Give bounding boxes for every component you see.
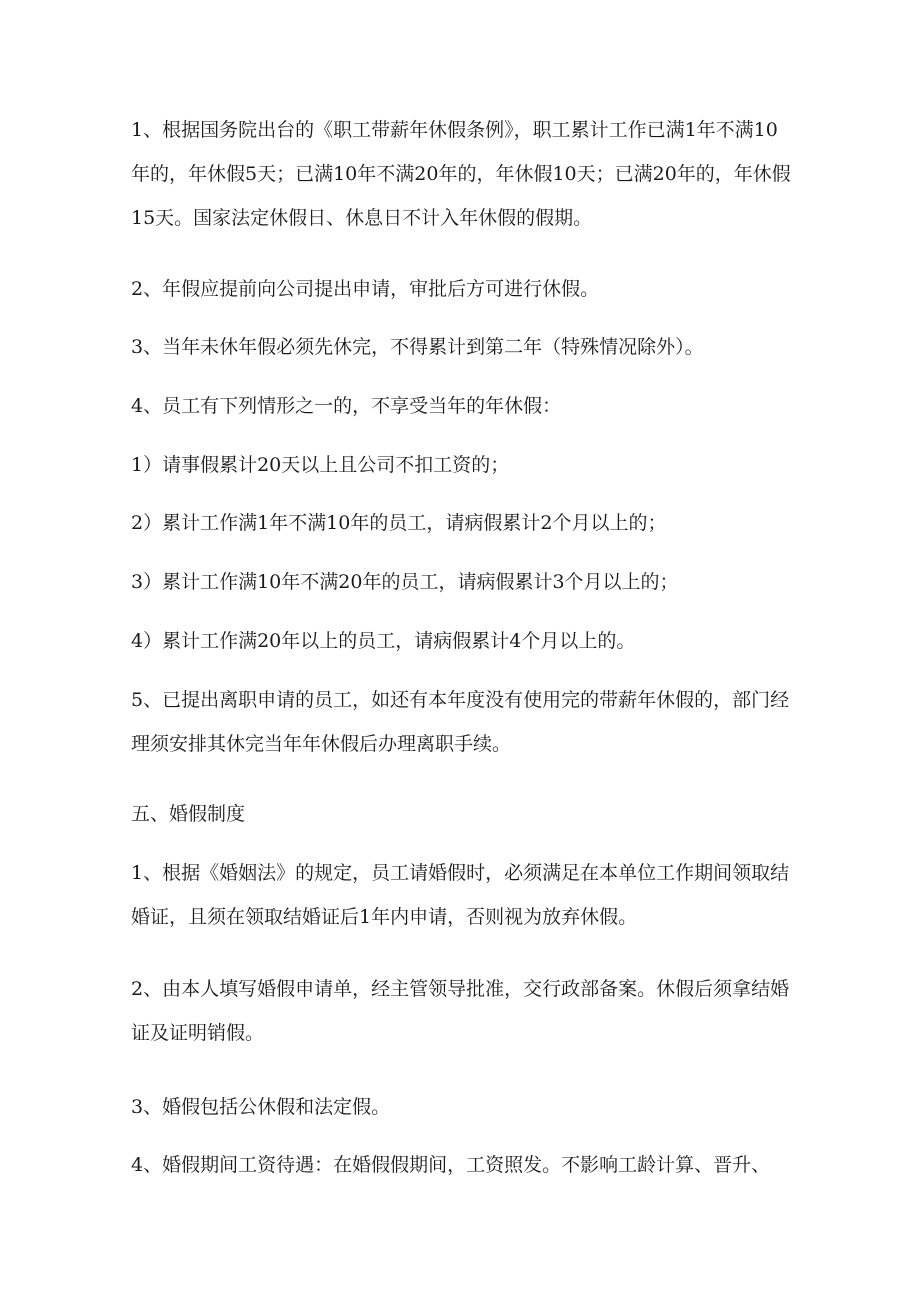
annual-leave-rule-5: 5、已提出离职申请的员工，如还有本年度没有使用完的带薪年休假的，部门经理须安排其休完当年年休假后办理离职手续。 [131,689,790,755]
annual-leave-rule-3: 3、当年未休年假必须先休完，不得累计到第二年（特殊情况除外）。 [131,336,704,358]
marriage-leave-rule-3: 3、婚假包括公休假和法定假。 [131,1096,391,1118]
annual-leave-rule-2: 2、年假应提前向公司提出申请，审批后方可进行休假。 [131,278,600,300]
section-heading-marriage: 五、婚假制度 [131,803,246,825]
marriage-leave-rule-4: 4、婚假期间工资待遇：在婚假假期间，工资照发。不影响工龄计算、晋升、 [131,1154,771,1176]
exclusion-item-2: 2）累计工作满1年不满10年的员工，请病假累计2个月以上的； [131,512,667,534]
marriage-leave-rule-1: 1、根据《婚姻法》的规定，员工请婚假时，必须满足在本单位工作期间领取结婚证，且须在领取结婚证后1年内申请，否则视为放弃休假。 [131,862,790,928]
annual-leave-rule-1: 1、根据国务院出台的《职工带薪年休假条例》，职工累计工作已满1年不满10年的，年休假5天；已满10年不满20年的，年休假10天；已满20年的，年休假15天。国家法定休假日、休息日不计入年休假的假期。 [131,119,791,229]
exclusion-item-1: 1）请事假累计20天以上且公司不扣工资的； [131,454,510,476]
annual-leave-rule-4: 4、员工有下列情形之一的，不享受当年的年休假： [131,395,562,417]
exclusion-item-3: 3）累计工作满10年不满20年的员工，请病假累计3个月以上的； [131,571,679,593]
exclusion-item-4: 4）累计工作满20年以上的员工，请病假累计4个月以上的。 [131,630,636,652]
marriage-leave-rule-2: 2、由本人填写婚假申请单，经主管领导批准，交行政部备案。休假后须拿结婚证及证明销假。 [131,978,790,1044]
